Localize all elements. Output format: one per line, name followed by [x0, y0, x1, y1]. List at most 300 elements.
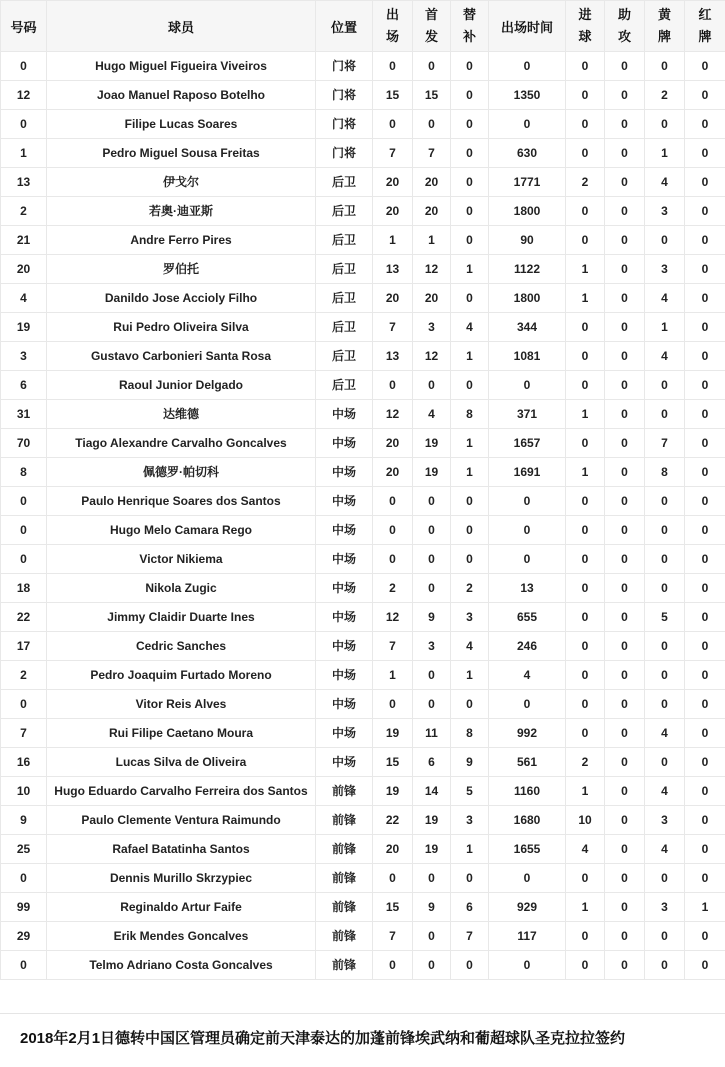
cell-yellow_cards: 0	[645, 52, 685, 81]
cell-goals: 1	[566, 777, 605, 806]
table-row	[1, 197, 725, 226]
cell-red_cards: 0	[685, 864, 725, 893]
cell-red_cards: 0	[685, 197, 725, 226]
cell-goals: 0	[566, 371, 605, 400]
table-row	[1, 52, 725, 81]
cell-appearances: 15	[373, 748, 413, 777]
cell-minutes: 13	[489, 574, 566, 603]
cell-number: 0	[1, 951, 47, 980]
cell-goals: 1	[566, 458, 605, 487]
cell-red_cards: 0	[685, 255, 725, 284]
cell-appearances: 0	[373, 545, 413, 574]
cell-minutes: 117	[489, 922, 566, 951]
cell-substitute: 3	[451, 806, 489, 835]
table-row	[1, 371, 725, 400]
cell-red_cards: 0	[685, 139, 725, 168]
cell-minutes: 1122	[489, 255, 566, 284]
cell-number: 21	[1, 226, 47, 255]
cell-red_cards: 0	[685, 835, 725, 864]
cell-appearances: 12	[373, 400, 413, 429]
cell-yellow_cards: 2	[645, 81, 685, 110]
cell-substitute: 3	[451, 603, 489, 632]
cell-assists: 0	[605, 429, 645, 458]
cell-red_cards: 0	[685, 545, 725, 574]
table-row	[1, 574, 725, 603]
cell-substitute: 0	[451, 168, 489, 197]
cell-player: Hugo Miguel Figueira Viveiros	[47, 52, 316, 81]
cell-yellow_cards: 1	[645, 139, 685, 168]
cell-starts: 0	[413, 574, 451, 603]
cell-substitute: 1	[451, 255, 489, 284]
cell-player: Raoul Junior Delgado	[47, 371, 316, 400]
cell-appearances: 7	[373, 313, 413, 342]
cell-substitute: 0	[451, 110, 489, 139]
col-header-position-label: 位置	[330, 19, 357, 35]
cell-starts: 1	[413, 226, 451, 255]
cell-starts: 14	[413, 777, 451, 806]
cell-appearances: 0	[373, 371, 413, 400]
table-row	[1, 806, 725, 835]
table-row	[1, 313, 725, 342]
cell-position: 门将	[316, 81, 373, 110]
col-header-assists-label: 助攻	[617, 7, 631, 44]
cell-minutes: 992	[489, 719, 566, 748]
cell-position: 中场	[316, 719, 373, 748]
col-header-appearances	[373, 1, 413, 52]
cell-assists: 0	[605, 458, 645, 487]
cell-number: 31	[1, 400, 47, 429]
cell-yellow_cards: 0	[645, 574, 685, 603]
col-header-starts-label: 首发	[424, 7, 438, 44]
cell-goals: 10	[566, 806, 605, 835]
cell-player: 罗伯托	[47, 255, 316, 284]
cell-position: 后卫	[316, 284, 373, 313]
cell-yellow_cards: 7	[645, 429, 685, 458]
cell-appearances: 15	[373, 81, 413, 110]
cell-appearances: 15	[373, 893, 413, 922]
cell-position: 前锋	[316, 922, 373, 951]
cell-number: 29	[1, 922, 47, 951]
cell-starts: 9	[413, 603, 451, 632]
cell-starts: 0	[413, 690, 451, 719]
cell-starts: 20	[413, 197, 451, 226]
cell-assists: 0	[605, 226, 645, 255]
cell-red_cards: 0	[685, 429, 725, 458]
cell-assists: 0	[605, 835, 645, 864]
table-row	[1, 226, 725, 255]
cell-minutes: 1771	[489, 168, 566, 197]
cell-minutes: 0	[489, 690, 566, 719]
cell-substitute: 0	[451, 139, 489, 168]
cell-yellow_cards: 5	[645, 603, 685, 632]
cell-appearances: 0	[373, 487, 413, 516]
cell-number: 17	[1, 632, 47, 661]
news-text: 2018年2月1日德转中国区管理员确定前天津泰达的加蓬前锋埃武纳和葡超球队圣克拉拉签约	[20, 1030, 626, 1047]
cell-minutes: 90	[489, 226, 566, 255]
cell-number: 19	[1, 313, 47, 342]
cell-starts: 4	[413, 400, 451, 429]
cell-player: Filipe Lucas Soares	[47, 110, 316, 139]
cell-appearances: 20	[373, 168, 413, 197]
cell-minutes: 630	[489, 139, 566, 168]
cell-starts: 0	[413, 52, 451, 81]
cell-yellow_cards: 1	[645, 313, 685, 342]
cell-substitute: 1	[451, 458, 489, 487]
cell-minutes: 0	[489, 951, 566, 980]
cell-position: 中场	[316, 545, 373, 574]
cell-player: Andre Ferro Pires	[47, 226, 316, 255]
cell-yellow_cards: 4	[645, 777, 685, 806]
table-row	[1, 922, 725, 951]
cell-assists: 0	[605, 661, 645, 690]
cell-assists: 0	[605, 603, 645, 632]
cell-number: 70	[1, 429, 47, 458]
cell-minutes: 4	[489, 661, 566, 690]
cell-appearances: 0	[373, 951, 413, 980]
cell-appearances: 7	[373, 632, 413, 661]
cell-appearances: 1	[373, 661, 413, 690]
cell-assists: 0	[605, 197, 645, 226]
cell-goals: 0	[566, 342, 605, 371]
cell-red_cards: 0	[685, 168, 725, 197]
cell-appearances: 22	[373, 806, 413, 835]
col-header-red-cards-label: 红牌	[698, 7, 712, 44]
col-header-yellow-cards-label: 黄牌	[657, 7, 671, 44]
cell-player: Reginaldo Artur Faife	[47, 893, 316, 922]
cell-red_cards: 0	[685, 110, 725, 139]
cell-substitute: 0	[451, 371, 489, 400]
cell-goals: 1	[566, 893, 605, 922]
cell-substitute: 4	[451, 632, 489, 661]
col-header-goals	[566, 1, 605, 52]
cell-assists: 0	[605, 864, 645, 893]
table-row	[1, 835, 725, 864]
cell-player: Paulo Clemente Ventura Raimundo	[47, 806, 316, 835]
cell-substitute: 0	[451, 226, 489, 255]
cell-player: Tiago Alexandre Carvalho Goncalves	[47, 429, 316, 458]
cell-yellow_cards: 0	[645, 400, 685, 429]
cell-position: 后卫	[316, 342, 373, 371]
cell-position: 后卫	[316, 226, 373, 255]
cell-substitute: 9	[451, 748, 489, 777]
cell-yellow_cards: 0	[645, 748, 685, 777]
cell-goals: 0	[566, 574, 605, 603]
cell-appearances: 13	[373, 342, 413, 371]
cell-appearances: 12	[373, 603, 413, 632]
cell-red_cards: 0	[685, 52, 725, 81]
cell-yellow_cards: 0	[645, 516, 685, 545]
cell-yellow_cards: 8	[645, 458, 685, 487]
cell-assists: 0	[605, 313, 645, 342]
cell-player: Jimmy Claidir Duarte Ines	[47, 603, 316, 632]
cell-number: 0	[1, 110, 47, 139]
cell-assists: 0	[605, 922, 645, 951]
cell-red_cards: 0	[685, 603, 725, 632]
cell-substitute: 7	[451, 922, 489, 951]
cell-yellow_cards: 0	[645, 922, 685, 951]
cell-goals: 0	[566, 922, 605, 951]
table-body	[1, 52, 725, 980]
cell-player: Vitor Reis Alves	[47, 690, 316, 719]
table-row	[1, 893, 725, 922]
cell-player: Joao Manuel Raposo Botelho	[47, 81, 316, 110]
cell-substitute: 8	[451, 719, 489, 748]
cell-player: Gustavo Carbonieri Santa Rosa	[47, 342, 316, 371]
cell-red_cards: 0	[685, 748, 725, 777]
cell-minutes: 246	[489, 632, 566, 661]
col-header-goals-label: 进球	[578, 7, 592, 44]
cell-player: Cedric Sanches	[47, 632, 316, 661]
cell-starts: 12	[413, 342, 451, 371]
cell-number: 18	[1, 574, 47, 603]
table-row	[1, 400, 725, 429]
cell-minutes: 1680	[489, 806, 566, 835]
cell-yellow_cards: 4	[645, 342, 685, 371]
cell-assists: 0	[605, 110, 645, 139]
cell-goals: 0	[566, 864, 605, 893]
cell-player: Victor Nikiema	[47, 545, 316, 574]
cell-red_cards: 0	[685, 574, 725, 603]
cell-yellow_cards: 0	[645, 864, 685, 893]
cell-appearances: 0	[373, 52, 413, 81]
cell-minutes: 0	[489, 110, 566, 139]
cell-minutes: 1350	[489, 81, 566, 110]
col-header-starts	[413, 1, 451, 52]
cell-position: 后卫	[316, 313, 373, 342]
cell-position: 中场	[316, 748, 373, 777]
cell-player: Rui Pedro Oliveira Silva	[47, 313, 316, 342]
cell-number: 0	[1, 487, 47, 516]
cell-player: Danildo Jose Accioly Filho	[47, 284, 316, 313]
table-row	[1, 748, 725, 777]
cell-position: 后卫	[316, 255, 373, 284]
cell-minutes: 0	[489, 516, 566, 545]
cell-red_cards: 0	[685, 661, 725, 690]
cell-position: 门将	[316, 110, 373, 139]
cell-number: 99	[1, 893, 47, 922]
cell-position: 后卫	[316, 371, 373, 400]
cell-number: 20	[1, 255, 47, 284]
cell-substitute: 0	[451, 545, 489, 574]
table-row	[1, 545, 725, 574]
cell-starts: 19	[413, 458, 451, 487]
cell-number: 3	[1, 342, 47, 371]
cell-yellow_cards: 0	[645, 487, 685, 516]
cell-substitute: 0	[451, 690, 489, 719]
cell-assists: 0	[605, 516, 645, 545]
cell-substitute: 0	[451, 52, 489, 81]
cell-goals: 0	[566, 197, 605, 226]
cell-red_cards: 0	[685, 777, 725, 806]
cell-minutes: 0	[489, 52, 566, 81]
cell-number: 6	[1, 371, 47, 400]
cell-position: 中场	[316, 574, 373, 603]
cell-goals: 0	[566, 110, 605, 139]
table-row	[1, 661, 725, 690]
cell-yellow_cards: 0	[645, 661, 685, 690]
cell-player: Pedro Miguel Sousa Freitas	[47, 139, 316, 168]
cell-substitute: 6	[451, 893, 489, 922]
cell-appearances: 7	[373, 922, 413, 951]
cell-appearances: 19	[373, 777, 413, 806]
table-row	[1, 864, 725, 893]
cell-starts: 15	[413, 81, 451, 110]
cell-substitute: 0	[451, 197, 489, 226]
cell-minutes: 655	[489, 603, 566, 632]
cell-appearances: 13	[373, 255, 413, 284]
cell-substitute: 4	[451, 313, 489, 342]
cell-goals: 0	[566, 487, 605, 516]
cell-starts: 7	[413, 139, 451, 168]
cell-substitute: 0	[451, 516, 489, 545]
cell-starts: 0	[413, 864, 451, 893]
cell-player: Rui Filipe Caetano Moura	[47, 719, 316, 748]
cell-yellow_cards: 0	[645, 951, 685, 980]
cell-minutes: 371	[489, 400, 566, 429]
cell-starts: 20	[413, 284, 451, 313]
cell-red_cards: 0	[685, 371, 725, 400]
cell-substitute: 1	[451, 835, 489, 864]
cell-number: 0	[1, 690, 47, 719]
cell-minutes: 1691	[489, 458, 566, 487]
cell-minutes: 0	[489, 545, 566, 574]
cell-minutes: 1655	[489, 835, 566, 864]
cell-starts: 0	[413, 516, 451, 545]
cell-assists: 0	[605, 545, 645, 574]
cell-goals: 0	[566, 52, 605, 81]
table-row	[1, 81, 725, 110]
cell-minutes: 929	[489, 893, 566, 922]
cell-substitute: 0	[451, 951, 489, 980]
cell-position: 前锋	[316, 893, 373, 922]
cell-position: 中场	[316, 458, 373, 487]
cell-yellow_cards: 0	[645, 371, 685, 400]
cell-goals: 1	[566, 255, 605, 284]
cell-number: 1	[1, 139, 47, 168]
table-row	[1, 342, 725, 371]
cell-yellow_cards: 0	[645, 110, 685, 139]
cell-number: 0	[1, 545, 47, 574]
cell-position: 中场	[316, 516, 373, 545]
cell-assists: 0	[605, 574, 645, 603]
cell-player: Lucas Silva de Oliveira	[47, 748, 316, 777]
table-row	[1, 487, 725, 516]
cell-number: 2	[1, 661, 47, 690]
cell-appearances: 0	[373, 690, 413, 719]
cell-appearances: 0	[373, 864, 413, 893]
cell-goals: 0	[566, 690, 605, 719]
cell-position: 中场	[316, 487, 373, 516]
cell-player: Pedro Joaquim Furtado Moreno	[47, 661, 316, 690]
cell-appearances: 20	[373, 197, 413, 226]
cell-red_cards: 0	[685, 313, 725, 342]
cell-starts: 3	[413, 313, 451, 342]
col-header-appearances-label: 出场	[385, 7, 399, 44]
cell-assists: 0	[605, 81, 645, 110]
cell-yellow_cards: 4	[645, 835, 685, 864]
cell-position: 门将	[316, 139, 373, 168]
cell-number: 16	[1, 748, 47, 777]
cell-number: 8	[1, 458, 47, 487]
cell-assists: 0	[605, 255, 645, 284]
cell-number: 0	[1, 52, 47, 81]
cell-number: 10	[1, 777, 47, 806]
cell-yellow_cards: 0	[645, 226, 685, 255]
table-row	[1, 632, 725, 661]
cell-yellow_cards: 4	[645, 719, 685, 748]
cell-goals: 0	[566, 313, 605, 342]
cell-red_cards: 1	[685, 893, 725, 922]
table-row	[1, 951, 725, 980]
col-header-substitute-label: 替补	[462, 7, 476, 44]
cell-yellow_cards: 0	[645, 690, 685, 719]
cell-red_cards: 0	[685, 458, 725, 487]
cell-number: 2	[1, 197, 47, 226]
cell-yellow_cards: 3	[645, 893, 685, 922]
col-header-minutes-label: 出场时间	[500, 19, 553, 35]
cell-red_cards: 0	[685, 400, 725, 429]
cell-minutes: 344	[489, 313, 566, 342]
cell-player: Paulo Henrique Soares dos Santos	[47, 487, 316, 516]
cell-substitute: 0	[451, 81, 489, 110]
cell-red_cards: 0	[685, 226, 725, 255]
cell-goals: 0	[566, 545, 605, 574]
cell-number: 0	[1, 864, 47, 893]
cell-appearances: 0	[373, 516, 413, 545]
cell-goals: 1	[566, 284, 605, 313]
cell-substitute: 1	[451, 342, 489, 371]
cell-player: 佩德罗·帕切科	[47, 458, 316, 487]
cell-position: 中场	[316, 429, 373, 458]
cell-player: 达维德	[47, 400, 316, 429]
cell-minutes: 1800	[489, 284, 566, 313]
cell-assists: 0	[605, 284, 645, 313]
cell-player: Rafael Batatinha Santos	[47, 835, 316, 864]
col-header-player-label: 球员	[167, 19, 194, 35]
table-row	[1, 255, 725, 284]
cell-number: 0	[1, 516, 47, 545]
cell-starts: 11	[413, 719, 451, 748]
cell-assists: 0	[605, 893, 645, 922]
cell-goals: 0	[566, 603, 605, 632]
cell-position: 中场	[316, 661, 373, 690]
cell-minutes: 1081	[489, 342, 566, 371]
cell-starts: 0	[413, 922, 451, 951]
cell-red_cards: 0	[685, 951, 725, 980]
cell-assists: 0	[605, 690, 645, 719]
cell-appearances: 20	[373, 429, 413, 458]
cell-position: 后卫	[316, 168, 373, 197]
cell-substitute: 5	[451, 777, 489, 806]
cell-number: 7	[1, 719, 47, 748]
table-row	[1, 777, 725, 806]
cell-red_cards: 0	[685, 487, 725, 516]
cell-starts: 12	[413, 255, 451, 284]
table-row	[1, 284, 725, 313]
cell-substitute: 0	[451, 284, 489, 313]
cell-position: 中场	[316, 400, 373, 429]
cell-minutes: 561	[489, 748, 566, 777]
cell-yellow_cards: 3	[645, 806, 685, 835]
cell-position: 后卫	[316, 197, 373, 226]
cell-yellow_cards: 0	[645, 632, 685, 661]
cell-starts: 0	[413, 110, 451, 139]
cell-goals: 0	[566, 632, 605, 661]
cell-starts: 0	[413, 661, 451, 690]
table-row	[1, 110, 725, 139]
cell-substitute: 0	[451, 487, 489, 516]
cell-assists: 0	[605, 632, 645, 661]
